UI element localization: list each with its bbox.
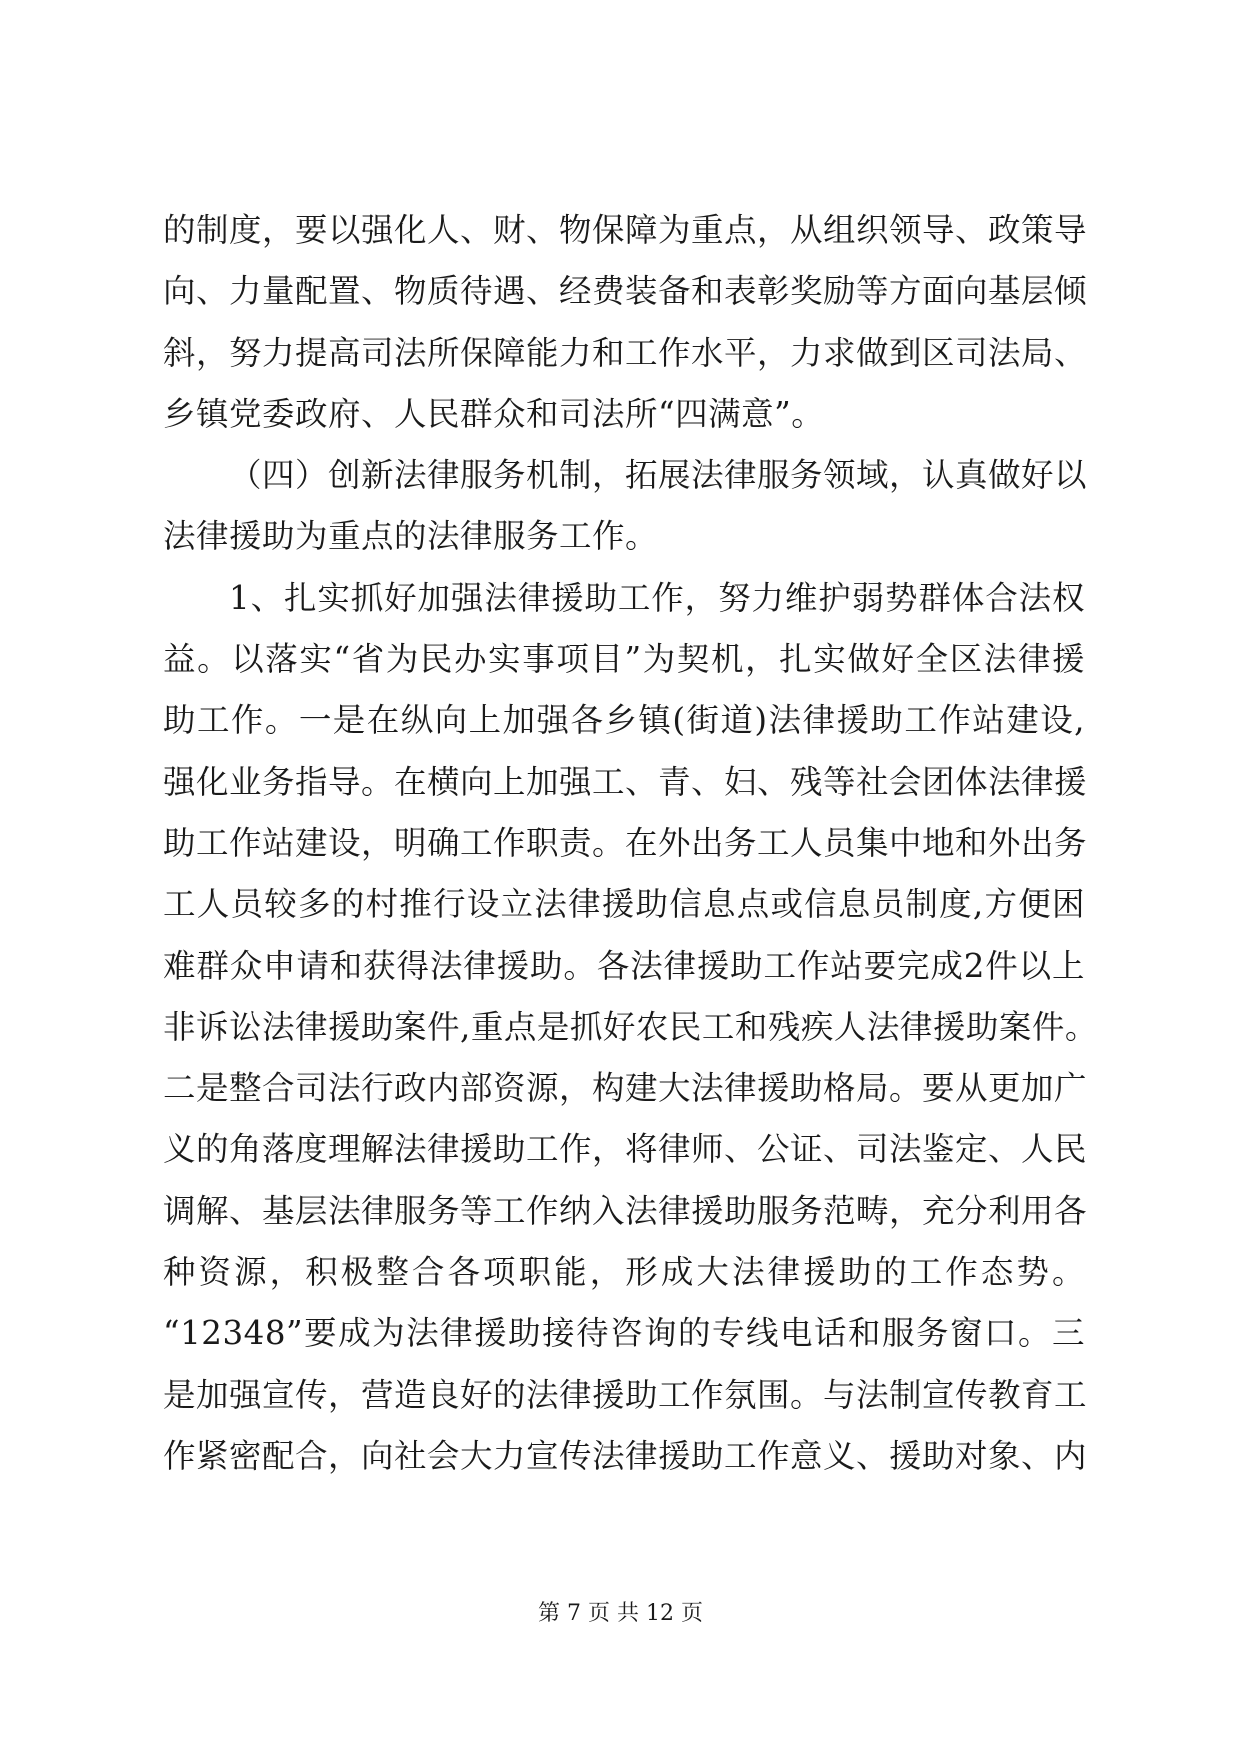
text-line: 调解、基层法律服务等工作纳入法律援助服务范畴，充分利用各 xyxy=(163,1191,1088,1230)
page-number-footer: 第 7 页 共 12 页 xyxy=(538,1601,703,1626)
text-line: 是加强宣传，营造良好的法律援助工作氛围。与法制宣传教育工 xyxy=(163,1375,1088,1414)
text-line: 二是整合司法行政内部资源，构建大法律援助格局。要从更加广 xyxy=(163,1069,1088,1108)
text-line: 作紧密配合，向社会大力宣传法律援助工作意义、援助对象、内 xyxy=(163,1436,1088,1475)
text-line: 助工作站建设，明确工作职责。在外出务工人员集中地和外出务 xyxy=(163,823,1088,862)
text-line: 乡镇党委政府、人民群众和司法所“四满意”。 xyxy=(163,394,825,433)
text-line: 工人员较多的村推行设立法律援助信息点或信息员制度,方便困 xyxy=(163,885,1085,924)
section-heading-line: 法律援助为重点的法律服务工作。 xyxy=(163,517,659,556)
body-text xyxy=(163,200,1098,1487)
text-line: 非诉讼法律援助案件,重点是抓好农民工和残疾人法律援助案件。 xyxy=(163,1007,1098,1046)
section-heading-line: （四）创新法律服务机制，拓展法律服务领域，认真做好以 xyxy=(229,456,1088,495)
text-line: 义的角落度理解法律援助工作，将律师、公证、司法鉴定、人民 xyxy=(163,1130,1088,1169)
text-line: 益。以落实“省为民办实事项目”为契机，扎实做好全区法律援 xyxy=(163,640,1085,679)
text-line: 向、力量配置、物质待遇、经费装备和表彰奖励等方面向基层倾 xyxy=(163,272,1088,311)
text-line: 斜，努力提高司法所保障能力和工作水平，力求做到区司法局、 xyxy=(163,333,1088,372)
text-line: 强化业务指导。在横向上加强工、青、妇、残等社会团体法律援 xyxy=(163,762,1088,801)
text-line: 种资源，积极整合各项职能，形成大法律援助的工作态势。 xyxy=(163,1253,1085,1292)
text-line: “12348”要成为法律援助接待咨询的专线电话和服务窗口。三 xyxy=(163,1314,1085,1353)
text-line: 难群众申请和获得法律援助。各法律援助工作站要完成2件以上 xyxy=(163,946,1085,985)
text-line: 助工作。一是在纵向上加强各乡镇(街道)法律援助工作站建设, xyxy=(163,701,1085,740)
paragraph-start-line: 1、扎实抓好加强法律援助工作，努力维护弱势群体合法权 xyxy=(229,578,1085,617)
text-line: 的制度，要以强化人、财、物保障为重点，从组织领导、政策导 xyxy=(163,211,1088,249)
